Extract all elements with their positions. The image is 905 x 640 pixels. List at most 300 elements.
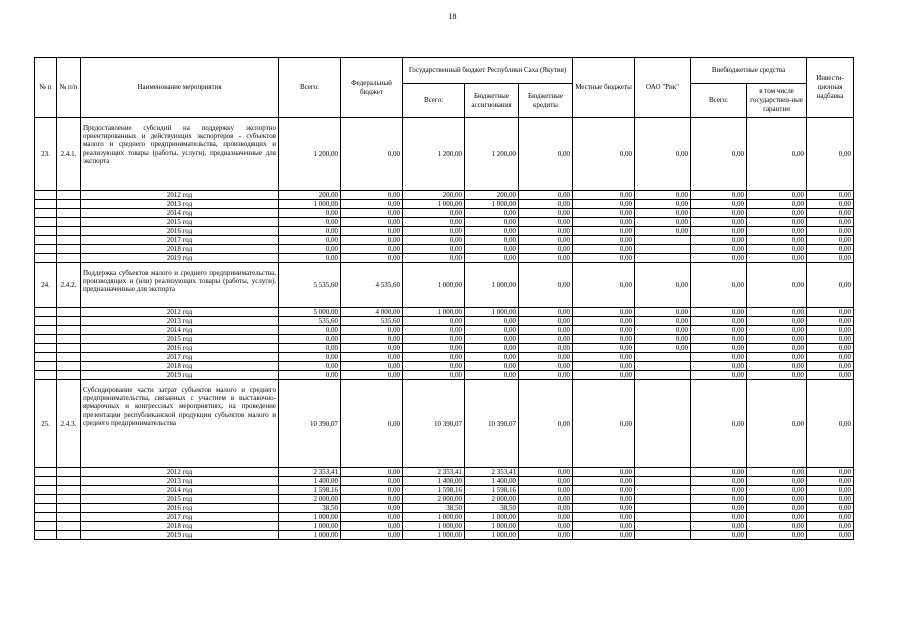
year-value: 0,00 (747, 362, 807, 371)
year-value: 0,00 (691, 200, 747, 209)
year-value: 0,00 (341, 191, 403, 200)
year-label: 2016 год (81, 227, 279, 236)
year-value: 0,00 (519, 468, 573, 477)
year-row (35, 254, 854, 263)
header-name: Наименование мероприятия (81, 58, 279, 118)
year-value (635, 353, 691, 362)
empty-cell (57, 335, 81, 344)
year-value: 0,00 (279, 254, 341, 263)
year-value: 0,00 (691, 477, 747, 486)
year-value: 0,00 (807, 371, 854, 380)
year-value: 0,00 (747, 495, 807, 504)
year-value: 0,00 (747, 513, 807, 522)
empty-cell (35, 245, 57, 254)
year-value: 1 000,00 (279, 522, 341, 531)
year-value: 0,00 (691, 245, 747, 254)
year-value: 0,00 (573, 245, 635, 254)
empty-cell (35, 486, 57, 495)
year-value: 0,00 (691, 236, 747, 245)
year-value: 0,00 (279, 371, 341, 380)
empty-cell (35, 218, 57, 227)
year-value: 0,00 (465, 344, 519, 353)
year-row (35, 245, 854, 254)
year-value: 0,00 (747, 326, 807, 335)
year-value: 0,00 (691, 308, 747, 317)
measure-value: 0,00 (341, 118, 403, 191)
year-value: 0,00 (807, 209, 854, 218)
year-value: 0,00 (519, 362, 573, 371)
year-value: 1 000,00 (279, 531, 341, 540)
year-label: 2017 год (81, 513, 279, 522)
year-value: 0,00 (807, 513, 854, 522)
year-value: 0,00 (519, 513, 573, 522)
year-value: 0,00 (519, 326, 573, 335)
year-value (635, 236, 691, 245)
year-value: 0,00 (807, 308, 854, 317)
header-local: Местные бюджеты (573, 58, 635, 118)
year-value: 0,00 (341, 362, 403, 371)
measure-value: 4 535,60 (341, 263, 403, 308)
year-value: 1 000,00 (465, 522, 519, 531)
measure-value: 0,00 (519, 118, 573, 191)
year-value: 0,00 (465, 326, 519, 335)
year-value: 0,00 (573, 218, 635, 227)
measure-value: 0,00 (635, 263, 691, 308)
empty-cell (35, 308, 57, 317)
year-value: 0,00 (747, 353, 807, 362)
year-value: 0,00 (691, 486, 747, 495)
year-value: 0,00 (465, 236, 519, 245)
measure-value: 0,00 (635, 118, 691, 191)
year-value: 0,00 (807, 504, 854, 513)
year-value: 0,00 (691, 371, 747, 380)
year-value: 0,00 (573, 200, 635, 209)
year-value (635, 477, 691, 486)
empty-cell (57, 371, 81, 380)
table-body (35, 118, 854, 540)
year-value: 0,00 (465, 245, 519, 254)
year-value: 0,00 (341, 236, 403, 245)
year-value: 0,00 (573, 495, 635, 504)
empty-cell (57, 218, 81, 227)
page-number: 18 (448, 12, 457, 21)
year-value: 0,00 (747, 344, 807, 353)
year-value: 0,00 (691, 254, 747, 263)
year-value: 0,00 (465, 371, 519, 380)
header-off-guarantee: в том числе государствен-ные гарантии (747, 84, 807, 118)
year-value: 0,00 (519, 236, 573, 245)
year-value: 0,00 (519, 531, 573, 540)
year-row (35, 522, 854, 531)
year-value: 0,00 (465, 317, 519, 326)
year-value: 0,00 (341, 209, 403, 218)
year-value: 0,00 (279, 335, 341, 344)
empty-cell (35, 344, 57, 353)
year-value: 0,00 (807, 200, 854, 209)
year-value: 0,00 (747, 317, 807, 326)
measure-value: 0,00 (747, 118, 807, 191)
year-value: 0,00 (807, 495, 854, 504)
header-invest: Инвести-ционная надбавка (807, 58, 854, 118)
year-label: 2018 год (81, 245, 279, 254)
year-value: 0,00 (747, 254, 807, 263)
year-value: 38,50 (403, 504, 465, 513)
year-row (35, 371, 854, 380)
year-value: 0,00 (573, 308, 635, 317)
empty-cell (35, 200, 57, 209)
year-value: 0,00 (341, 495, 403, 504)
year-value: 5 000,00 (279, 308, 341, 317)
empty-cell (35, 504, 57, 513)
year-value: 0,00 (519, 344, 573, 353)
year-value: 0,00 (279, 326, 341, 335)
measure-value: 0,00 (519, 263, 573, 308)
measure-value: 10 390,07 (279, 380, 341, 468)
year-value: 0,00 (747, 218, 807, 227)
year-row (35, 308, 854, 317)
year-value: 0,00 (691, 362, 747, 371)
year-value: 0,00 (635, 200, 691, 209)
year-value: 0,00 (279, 353, 341, 362)
year-row (35, 227, 854, 236)
year-value: 0,00 (573, 317, 635, 326)
year-value: 0,00 (573, 227, 635, 236)
year-value: 0,00 (691, 522, 747, 531)
empty-cell (57, 504, 81, 513)
year-value: 38,50 (465, 504, 519, 513)
year-value: 1 000,00 (279, 200, 341, 209)
year-value: 0,00 (635, 209, 691, 218)
year-row (35, 353, 854, 362)
year-row (35, 335, 854, 344)
empty-cell (57, 362, 81, 371)
empty-cell (57, 200, 81, 209)
year-value: 535,60 (279, 317, 341, 326)
year-value: 0,00 (747, 191, 807, 200)
year-value: 0,00 (691, 326, 747, 335)
year-value: 0,00 (341, 335, 403, 344)
year-value: 2 353,41 (279, 468, 341, 477)
year-value: 0,00 (341, 504, 403, 513)
year-value: 0,00 (341, 254, 403, 263)
year-value: 0,00 (747, 477, 807, 486)
year-value: 0,00 (691, 191, 747, 200)
measure-name: Поддержка субъектов малого и среднего предпринимательства, производящих и (или) реализующих товары (работы, услуги), предназначенные для экспорта (81, 263, 279, 308)
year-row (35, 326, 854, 335)
year-value: 0,00 (635, 344, 691, 353)
year-value: 0,00 (341, 531, 403, 540)
year-label: 2012 год (81, 191, 279, 200)
year-label: 2016 год (81, 344, 279, 353)
year-value: 0,00 (573, 477, 635, 486)
year-label: 2015 год (81, 218, 279, 227)
year-row (35, 486, 854, 495)
year-value: 0,00 (691, 531, 747, 540)
empty-cell (35, 468, 57, 477)
empty-cell (57, 522, 81, 531)
year-value: 0,00 (403, 335, 465, 344)
measure-name: Предоставление субсидий на поддержку экспортно ориентированных и действующих экспортеров - субъектов малого и среднего предпринимательства, производящих и реализующих товары (работы, услуги), предназначенные для экспорта (81, 118, 279, 191)
year-label: 2014 год (81, 326, 279, 335)
header-state-assign: Бюджетные ассигнования (465, 84, 519, 118)
year-value: 0,00 (403, 236, 465, 245)
year-value: 0,00 (519, 317, 573, 326)
year-value: 1 000,00 (403, 308, 465, 317)
empty-cell (35, 495, 57, 504)
year-row (35, 209, 854, 218)
year-row (35, 531, 854, 540)
year-value: 0,00 (403, 371, 465, 380)
year-value: 0,00 (807, 254, 854, 263)
measure-value: 1 200,00 (465, 118, 519, 191)
year-value: 1 000,00 (403, 200, 465, 209)
year-value: 0,00 (519, 371, 573, 380)
empty-cell (57, 344, 81, 353)
year-value: 1 598,16 (279, 486, 341, 495)
measure-value: 0,00 (691, 380, 747, 468)
empty-cell (57, 513, 81, 522)
year-row (35, 477, 854, 486)
year-value: 0,00 (519, 218, 573, 227)
year-label: 2013 год (81, 317, 279, 326)
year-row (35, 513, 854, 522)
empty-cell (57, 468, 81, 477)
year-value: 0,00 (807, 344, 854, 353)
year-row (35, 200, 854, 209)
year-value: 0,00 (635, 335, 691, 344)
empty-cell (35, 371, 57, 380)
year-value: 0,00 (635, 308, 691, 317)
year-value: 0,00 (403, 218, 465, 227)
year-value: 200,00 (279, 191, 341, 200)
year-label: 2015 год (81, 335, 279, 344)
header-state-total: Всего: (403, 84, 465, 118)
year-label: 2019 год (81, 254, 279, 263)
measure-code: 2.4.3. (57, 380, 81, 468)
year-value: 0,00 (573, 371, 635, 380)
year-value: 0,00 (519, 353, 573, 362)
year-value: 0,00 (807, 218, 854, 227)
measure-value: 1 200,00 (279, 118, 341, 191)
year-value: 0,00 (279, 245, 341, 254)
year-value: 1 400,00 (465, 477, 519, 486)
year-value: 0,00 (691, 335, 747, 344)
empty-cell (57, 236, 81, 245)
year-value: 0,00 (573, 362, 635, 371)
header-offbudget: Внебюджетные средства (691, 58, 807, 84)
empty-cell (57, 245, 81, 254)
year-value: 0,00 (573, 326, 635, 335)
year-value: 0,00 (807, 362, 854, 371)
year-value: 0,00 (341, 477, 403, 486)
table-header (35, 58, 854, 118)
year-value: 0,00 (691, 353, 747, 362)
year-label: 2014 год (81, 486, 279, 495)
year-value: 200,00 (403, 191, 465, 200)
year-value: 0,00 (403, 317, 465, 326)
year-value: 0,00 (519, 200, 573, 209)
measure-row (35, 263, 854, 308)
empty-cell (57, 209, 81, 218)
year-value: 0,00 (279, 218, 341, 227)
year-value: 0,00 (573, 344, 635, 353)
year-value: 1 000,00 (465, 308, 519, 317)
year-value: 4 000,00 (341, 308, 403, 317)
year-row (35, 317, 854, 326)
measure-value: 5 535,60 (279, 263, 341, 308)
year-value: 0,00 (465, 218, 519, 227)
year-value: 0,00 (635, 218, 691, 227)
year-value: 0,00 (465, 362, 519, 371)
year-value: 0,00 (807, 353, 854, 362)
year-value: 0,00 (635, 317, 691, 326)
year-value: 0,00 (807, 191, 854, 200)
year-value: 1 000,00 (279, 513, 341, 522)
year-value: 1 000,00 (403, 513, 465, 522)
year-value: 2 000,00 (403, 495, 465, 504)
empty-cell (35, 353, 57, 362)
year-value: 0,00 (747, 522, 807, 531)
year-value (635, 513, 691, 522)
year-value: 200,00 (465, 191, 519, 200)
empty-cell (35, 522, 57, 531)
empty-cell (57, 227, 81, 236)
empty-cell (35, 477, 57, 486)
year-value: 0,00 (747, 335, 807, 344)
year-label: 2016 год (81, 504, 279, 513)
year-value: 0,00 (403, 254, 465, 263)
year-value: 0,00 (519, 486, 573, 495)
header-state-credit: Бюджетные кредиты (519, 84, 573, 118)
measure-value: 0,00 (341, 380, 403, 468)
measure-value: 0,00 (573, 118, 635, 191)
measure-value: 0,00 (747, 263, 807, 308)
measure-value: 1 000,00 (465, 263, 519, 308)
empty-cell (35, 326, 57, 335)
year-value: 0,00 (519, 254, 573, 263)
year-value: 0,00 (341, 486, 403, 495)
year-value (635, 495, 691, 504)
year-value: 0,00 (573, 191, 635, 200)
year-value: 0,00 (519, 477, 573, 486)
year-value: 0,00 (341, 218, 403, 227)
year-value: 0,00 (465, 209, 519, 218)
year-value: 0,00 (573, 513, 635, 522)
year-label: 2019 год (81, 531, 279, 540)
year-value: 535,60 (341, 317, 403, 326)
measure-code: 2.4.1. (57, 118, 81, 191)
year-value: 0,00 (465, 353, 519, 362)
year-value (635, 486, 691, 495)
year-value: 0,00 (807, 522, 854, 531)
year-value: 0,00 (635, 191, 691, 200)
year-value: 2 353,41 (403, 468, 465, 477)
year-value: 0,00 (519, 191, 573, 200)
year-value: 0,00 (691, 513, 747, 522)
year-value (635, 245, 691, 254)
measure-row (35, 118, 854, 191)
empty-cell (35, 335, 57, 344)
year-value: 0,00 (691, 504, 747, 513)
measure-value: 0,00 (807, 263, 854, 308)
year-value: 0,00 (573, 254, 635, 263)
year-value: 0,00 (403, 326, 465, 335)
year-value (635, 468, 691, 477)
year-value: 0,00 (519, 522, 573, 531)
empty-cell (35, 209, 57, 218)
year-value: 0,00 (341, 468, 403, 477)
year-label: 2013 год (81, 477, 279, 486)
year-value: 0,00 (519, 308, 573, 317)
header-total: Всего: (279, 58, 341, 118)
year-value: 1 000,00 (465, 513, 519, 522)
empty-cell (35, 317, 57, 326)
header-num: № п (35, 58, 57, 118)
year-value: 0,00 (279, 209, 341, 218)
empty-cell (57, 477, 81, 486)
year-value: 0,00 (807, 326, 854, 335)
year-value: 0,00 (573, 335, 635, 344)
year-value: 2 000,00 (465, 495, 519, 504)
year-value: 0,00 (403, 209, 465, 218)
measure-value: 0,00 (691, 263, 747, 308)
year-value: 0,00 (807, 245, 854, 254)
year-value: 0,00 (747, 531, 807, 540)
measure-number: 24. (35, 263, 57, 308)
empty-cell (57, 495, 81, 504)
year-label: 2018 год (81, 522, 279, 531)
year-label: 2017 год (81, 236, 279, 245)
year-value: 0,00 (519, 504, 573, 513)
empty-cell (57, 191, 81, 200)
year-value: 0,00 (635, 227, 691, 236)
year-value: 1 598,16 (465, 486, 519, 495)
year-label: 2018 год (81, 362, 279, 371)
year-value: 0,00 (279, 344, 341, 353)
year-value: 0,00 (341, 353, 403, 362)
year-row (35, 495, 854, 504)
year-value: 0,00 (403, 353, 465, 362)
empty-cell (57, 353, 81, 362)
year-value: 1 400,00 (279, 477, 341, 486)
year-value: 0,00 (341, 371, 403, 380)
empty-cell (57, 486, 81, 495)
year-value: 1 000,00 (403, 531, 465, 540)
year-label: 2014 год (81, 209, 279, 218)
measure-number: 23. (35, 118, 57, 191)
year-value: 0,00 (279, 236, 341, 245)
measure-value: 0,00 (691, 118, 747, 191)
year-value: 0,00 (573, 504, 635, 513)
measure-row (35, 380, 854, 468)
year-value: 1 000,00 (403, 522, 465, 531)
year-value: 0,00 (573, 353, 635, 362)
empty-cell (35, 227, 57, 236)
year-value: 0,00 (747, 200, 807, 209)
year-value: 0,00 (747, 308, 807, 317)
year-value: 0,00 (403, 245, 465, 254)
year-value: 38,50 (279, 504, 341, 513)
year-value: 0,00 (465, 254, 519, 263)
year-value: 0,00 (691, 468, 747, 477)
measure-code: 2.4.2. (57, 263, 81, 308)
year-value: 0,00 (341, 326, 403, 335)
year-value: 0,00 (573, 531, 635, 540)
year-value: 0,00 (279, 227, 341, 236)
header-oao: ОАО "Рик" (635, 58, 691, 118)
year-value: 0,00 (573, 236, 635, 245)
empty-cell (57, 254, 81, 263)
